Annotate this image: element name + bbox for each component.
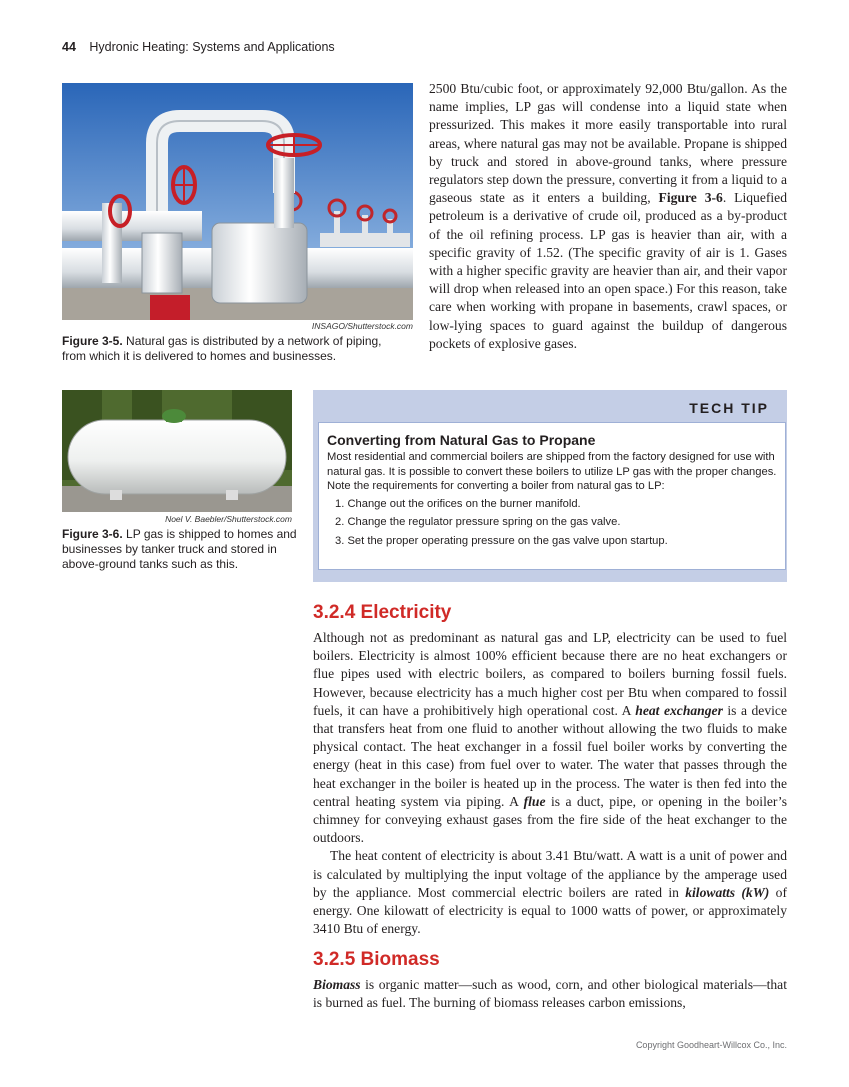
figure-3-5-caption xyxy=(62,334,402,364)
figure-3-6-label: Figure 3-6. xyxy=(62,527,123,541)
figure-3-6-photo xyxy=(62,390,292,512)
lp-gas-text-part2: . Liquefied petroleum is a derivative of crude oil, produced as a by-product of the oil refining process. LP gas is heavier than air, with a specific gravity of 1.52. (The specific gravity of air is 1. Gases with a higher specific gravity are heavier than air, and their vapor will drop when released into an open space.) For this reason, take care when working with propane in basements, crawl spaces, or low-lying spaces to guard against the buildup of dangerous pockets of explosive gases. xyxy=(429,190,788,351)
tech-tip-label: TECH TIP xyxy=(689,400,769,416)
tech-tip-step: 3. Set the proper operating pressure on the gas valve upon startup. xyxy=(335,534,668,547)
tech-tip-step: 1. Change out the orifices on the burner manifold. xyxy=(335,497,581,510)
body-section-biomass xyxy=(313,976,787,1012)
term-biomass: Biomass xyxy=(313,977,361,992)
term-kilowatts: kilowatts (kW) xyxy=(685,884,770,900)
lp-gas-text-part1: 2500 Btu/cubic foot, or approximately 92,000 Btu/gallon. As the name implies, LP gas will condense into a liquid state when pressurized. This makes it more easily transportable into rural areas, where natural gas may not be available. Propane is shipped by truck and stored in above-ground tanks, where pressure regulators step down the pressure, converting it from a liquid to a gaseous state as it enters a building, xyxy=(429,81,787,206)
body-paragraph-lp-gas xyxy=(429,80,787,353)
body-section-electricity xyxy=(313,629,787,938)
figure-3-6-reference[interactable]: Figure 3-6 xyxy=(658,190,723,206)
electricity-text-b2: of energy. One kilowatt of electricity is equal to 1000 watts of power, or approximately 3410 Btu of energy. xyxy=(313,884,787,937)
term-heat-exchanger: heat exchanger xyxy=(635,702,723,718)
figure-3-5-text: Natural gas is distributed by a network of piping, from which it is delivered to homes and businesses. xyxy=(62,334,382,363)
running-head xyxy=(62,40,335,54)
biomass-text: is organic matter—such as wood, corn, and other biological materials—that is burned as fuel. The burning of biomass releases carbon emissions, xyxy=(313,977,787,1011)
figure-3-5-photo xyxy=(62,83,413,320)
tech-tip-step: 2. Change the regulator pressure spring on the gas valve. xyxy=(335,516,621,528)
book-title: Hydronic Heating: Systems and Applications xyxy=(89,40,335,54)
tech-tip-title: Converting from Natural Gas to Propane xyxy=(327,432,596,448)
section-heading-biomass: 3.2.5 Biomass xyxy=(313,949,440,970)
tech-tip-content xyxy=(318,422,786,570)
electricity-text-b1: The heat content of electricity is about 3.41 Btu/watt. A watt is a unit of power and is calculated by multiplying the input voltage of the appliance by the amperage used by the appliance. Most commercial electric boilers are rated in xyxy=(313,848,787,900)
page-number: 44 xyxy=(62,40,76,54)
figure-3-6-credit: Noel V. Baebler/Shutterstock.com xyxy=(165,514,292,524)
tech-tip-body: Most residential and commercial boilers are shipped from the factory designed for use with natural gas. It is possible to convert these boilers to utilize LP gas with the proper changes. Note the requirements for converting a boiler from natural gas to LP: xyxy=(327,451,777,492)
electricity-text-a1: Although not as predominant as natural gas and LP, electricity can be used to fuel boilers. Electricity is almost 100% efficient because there are no heat exchangers or flue pipes used with electric boilers, as compared to boilers burning fossil fuels. However, because electricity has a much higher cost per Btu when compared to fossil fuels, it can have a prohibitively high operational cost. A xyxy=(313,630,787,718)
term-flue: flue xyxy=(523,793,546,809)
tech-tip-box xyxy=(313,390,787,582)
figure-3-5-credit: INSAGO/Shutterstock.com xyxy=(311,321,413,331)
tech-tip-steps xyxy=(327,495,781,551)
figure-3-6-text: LP gas is shipped to homes and businesses by tanker truck and stored in above-ground tanks such as this. xyxy=(62,527,297,571)
electricity-text-a2: is a device that transfers heat from one fluid to another without allowing the two fluids to make physical contact. The heat exchanger in a fossil fuel boiler works by converting the energy (heat in this case) from fuel over to water. The water that passes through the heat exchanger in the boiler is heated up in the process. The water is then fed into the central heating system via piping. A xyxy=(313,702,787,809)
section-heading-electricity: 3.2.4 Electricity xyxy=(313,602,452,623)
figure-3-6-caption xyxy=(62,527,297,572)
electricity-text-a3: is a duct, pipe, or opening in the boiler’s chimney for conveying exhaust gases from the fire side of the heat exchanger to the outdoors. xyxy=(313,793,787,846)
figure-3-5-label: Figure 3-5. xyxy=(62,334,123,348)
copyright-footer: Copyright Goodheart-Willcox Co., Inc. xyxy=(635,1040,787,1050)
